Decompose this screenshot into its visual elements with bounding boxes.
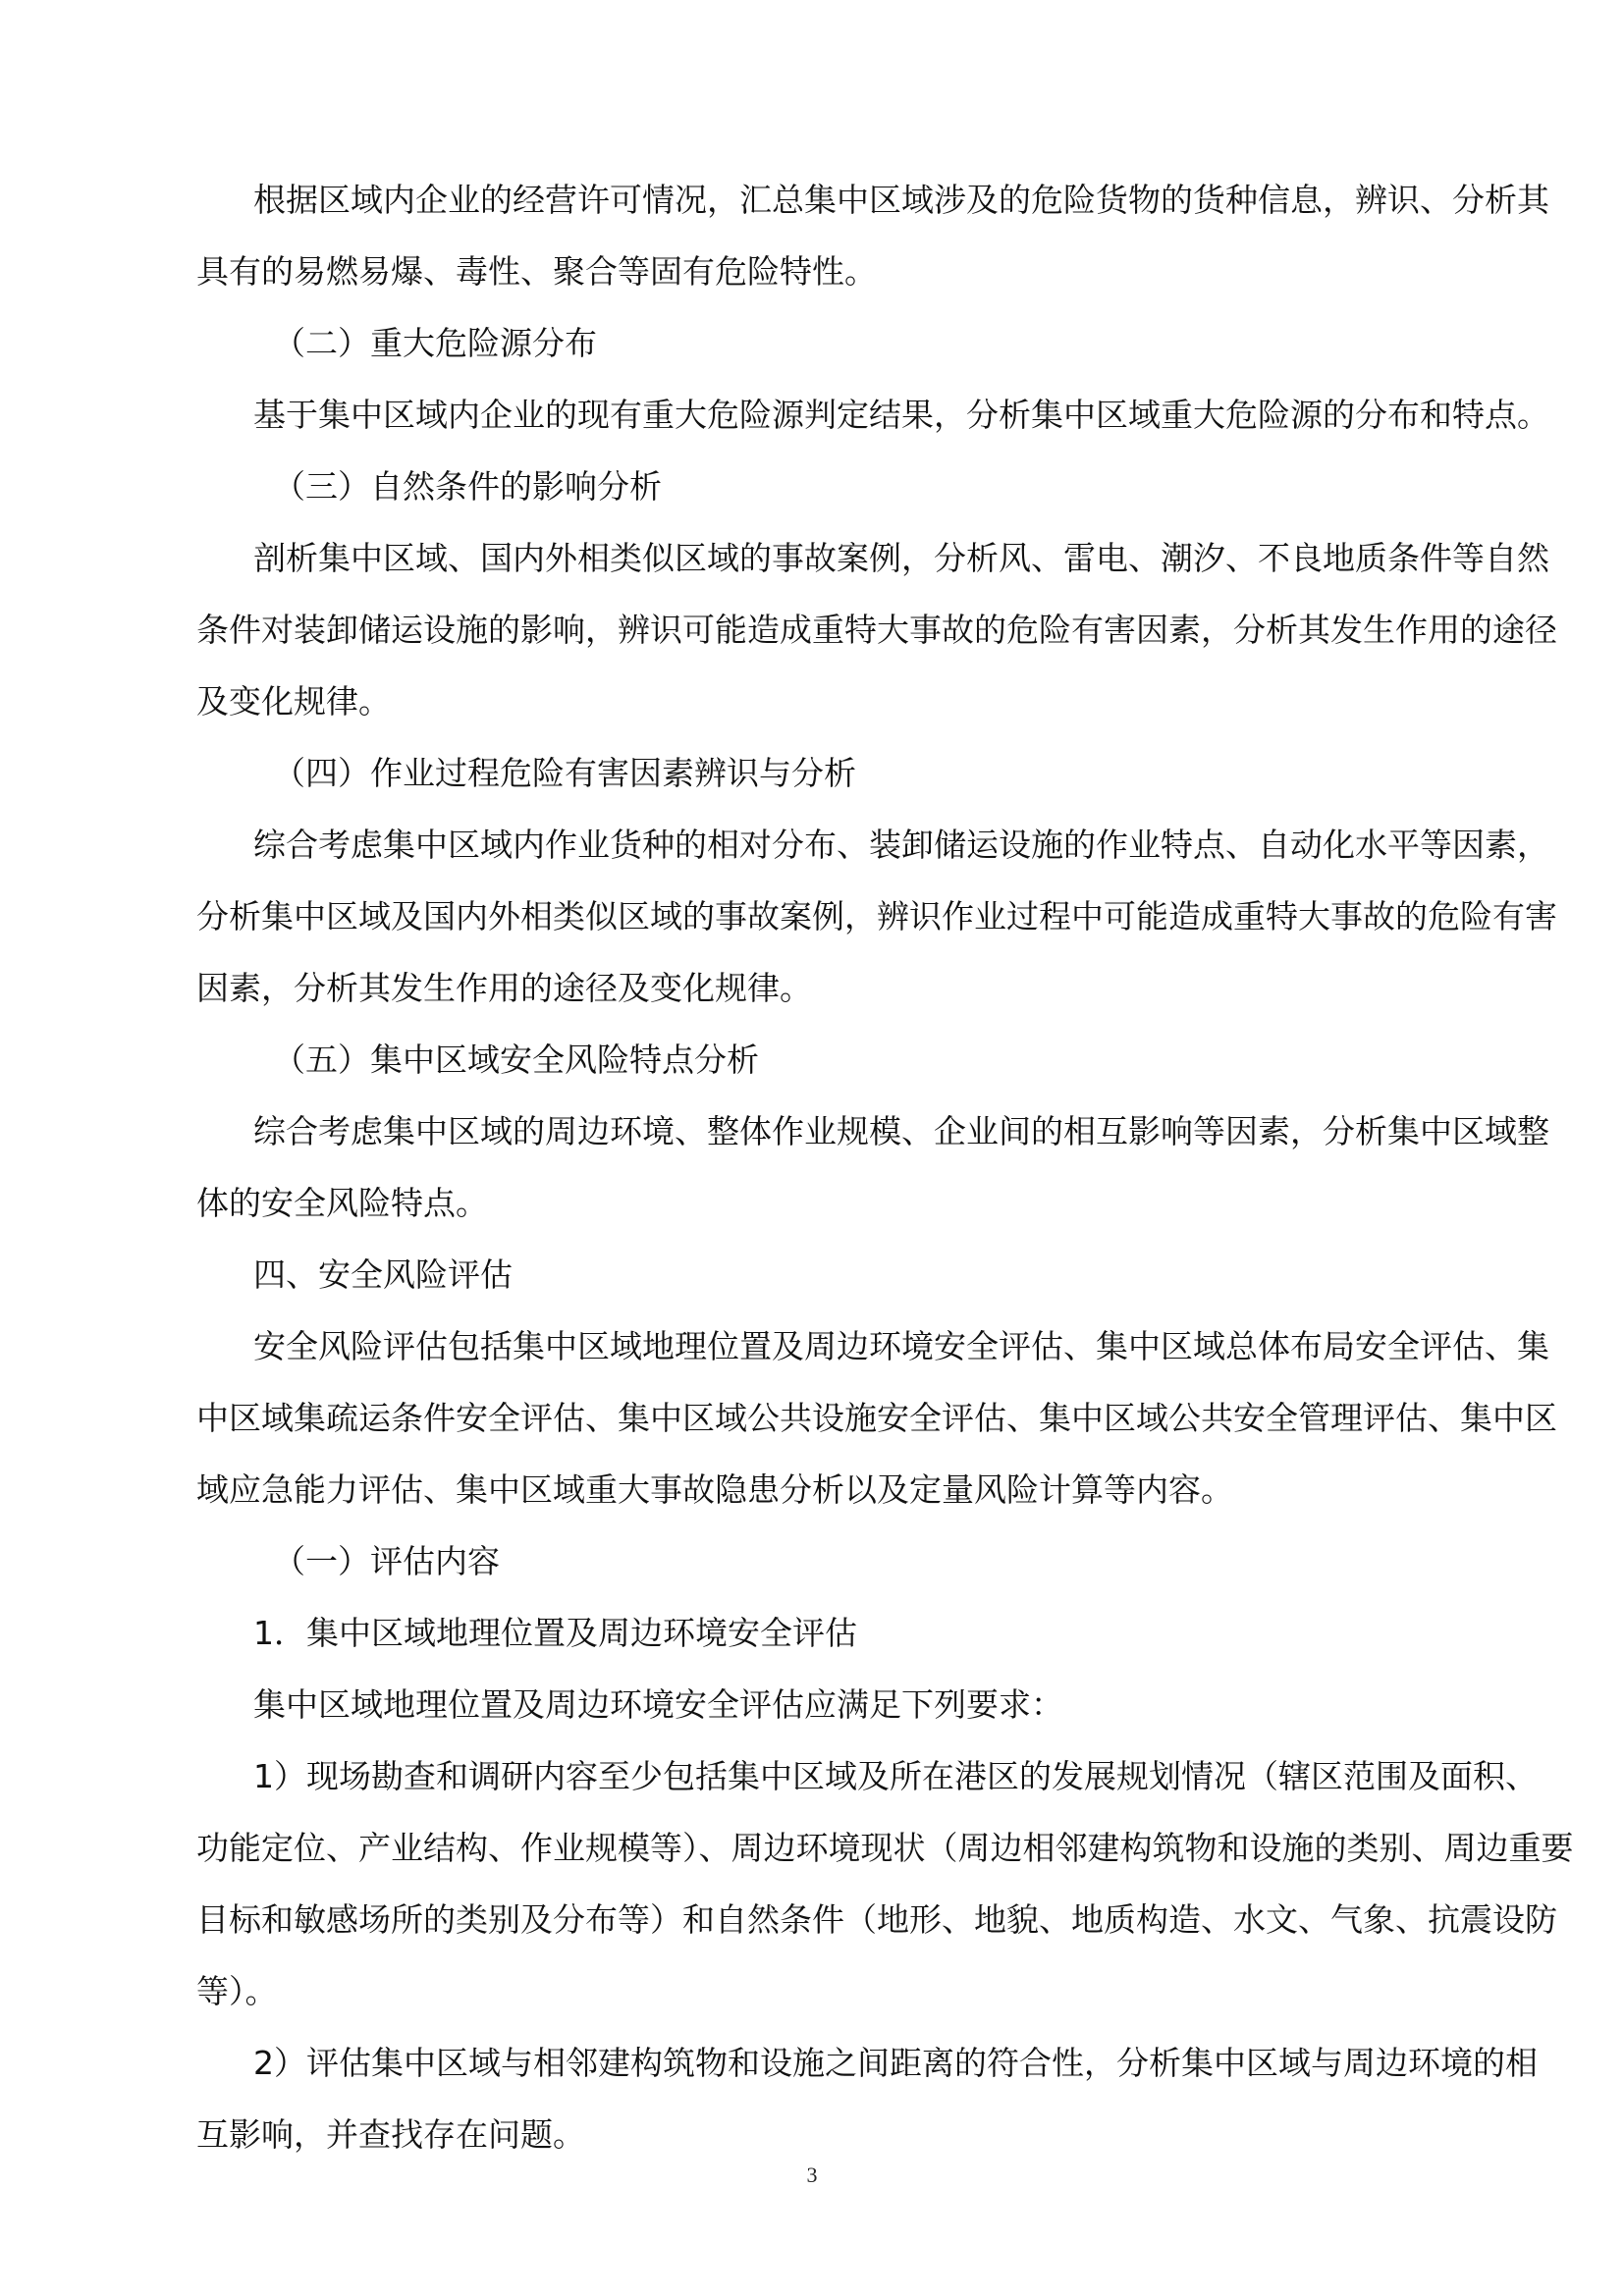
body-text-line: 剖析集中区域、国内外相类似区域的事故案例，分析风、雷电、潮汐、不良地质条件等自然 bbox=[253, 539, 1549, 577]
body-text-line: 根据区域内企业的经营许可情况，汇总集中区域涉及的危险货物的货种信息，辨识、分析其 bbox=[253, 181, 1549, 219]
body-text-line: 具有的易燃易爆、毒性、聚合等固有危险特性。 bbox=[196, 252, 877, 291]
section-heading: （四）作业过程危险有害因素辨识与分析 bbox=[273, 754, 856, 792]
body-text-line: 条件对装卸储运设施的影响，辨识可能造成重特大事故的危险有害因素，分析其发生作用的途径 bbox=[196, 611, 1557, 649]
section-heading: （三）自然条件的影响分析 bbox=[273, 467, 662, 506]
body-text-line: 等）。 bbox=[196, 1972, 278, 2010]
body-text-line: 功能定位、产业结构、作业规模等）、周边环境现状（周边相邻建构筑物和设施的类别、周边重要 bbox=[196, 1829, 1574, 1867]
body-text-line: 域应急能力评估、集中区域重大事故隐患分析以及定量风险计算等内容。 bbox=[196, 1470, 1233, 1509]
section-heading: （一）评估内容 bbox=[273, 1542, 500, 1580]
body-text-line: 安全风险评估包括集中区域地理位置及周边环境安全评估、集中区域总体布局安全评估、集 bbox=[253, 1327, 1549, 1365]
body-text-line: 分析集中区域及国内外相类似区域的事故案例，辨识作业过程中可能造成重特大事故的危险有害 bbox=[196, 897, 1557, 935]
body-text-line: 中区域集疏运条件安全评估、集中区域公共设施安全评估、集中区域公共安全管理评估、集中区 bbox=[196, 1399, 1557, 1437]
body-text-line: 基于集中区域内企业的现有重大危险源判定结果，分析集中区域重大危险源的分布和特点。 bbox=[253, 396, 1549, 434]
body-text-line: 及变化规律。 bbox=[196, 682, 391, 721]
chapter-heading: 四、安全风险评估 bbox=[253, 1255, 513, 1294]
list-item-line: 2）评估集中区域与相邻建构筑物和设施之间距离的符合性，分析集中区域与周边环境的相 bbox=[253, 2044, 1538, 2082]
body-text-line: 集中区域地理位置及周边环境安全评估应满足下列要求： bbox=[253, 1685, 1063, 1724]
section-heading: （二）重大危险源分布 bbox=[273, 324, 597, 362]
body-text-line: 目标和敏感场所的类别及分布等）和自然条件（地形、地貌、地质构造、水文、气象、抗震设防 bbox=[196, 1900, 1557, 1939]
body-text-line: 综合考虑集中区域内作业货种的相对分布、装卸储运设施的作业特点、自动化水平等因素， bbox=[253, 826, 1549, 864]
body-text-line: 因素，分析其发生作用的途径及变化规律。 bbox=[196, 969, 812, 1007]
body-text-line: 互影响，并查找存在问题。 bbox=[196, 2115, 585, 2154]
section-heading: （五）集中区域安全风险特点分析 bbox=[273, 1041, 759, 1079]
page-number: 3 bbox=[806, 2163, 818, 2187]
body-text-line: 综合考虑集中区域的周边环境、整体作业规模、企业间的相互影响等因素，分析集中区域整 bbox=[253, 1112, 1549, 1150]
body-text-line: 体的安全风险特点。 bbox=[196, 1184, 488, 1222]
list-item-line: 1）现场勘查和调研内容至少包括集中区域及所在港区的发展规划情况（辖区范围及面积、 bbox=[253, 1757, 1538, 1795]
subsection-heading: 1．集中区域地理位置及周边环境安全评估 bbox=[253, 1614, 857, 1652]
